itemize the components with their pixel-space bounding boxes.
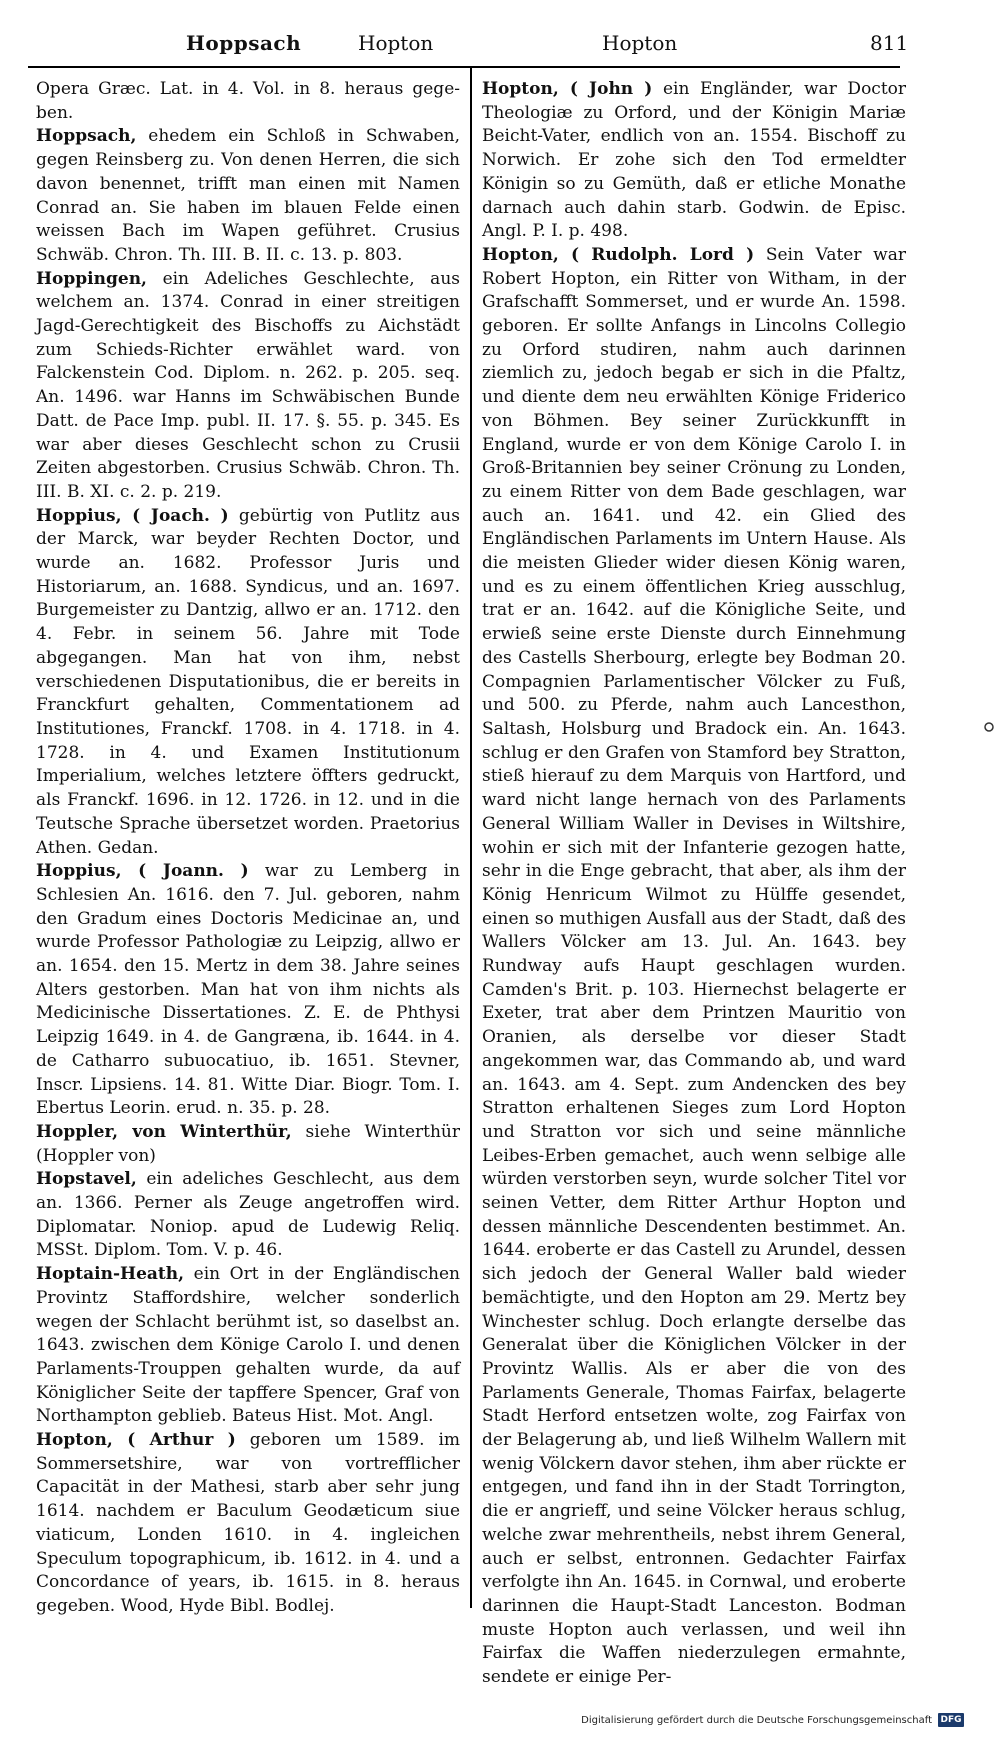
entry-text: ein Adeliches Geschlechte, aus welchem an. 1374. Conrad in einer streitigen Jagd-Gerechtigkeit des Bischoffs zu Aichstädt zum Schieds-Richter erwählet ward. von Falckenstein Cod. Diplom. n. 262. p. 205. seq. An. 1496. war Hanns im Schwäbischen Bunde Datt. de Pace Imp. publ. II. 17. §. 55. p. 345. Es war aber dieses Geschlecht schon zu Crusii Zeiten abgestorben. Crusius Schwäb. Chron. Th. III. B. XI. c. 2. p. 219. <box>36 268 460 502</box>
header-first-keyword: Hoppsach <box>186 31 302 55</box>
entry-text: ein Ort in der Engländischen Provintz Staffordshire, welcher sonderlich wegen der Schlacht berühmt ist, so daselbst an. 1643. zwischen dem Könige Carolo I. und denen Parlaments-Trouppen gehalten wurde, da auf Königlicher Seite der tapffere Spencer, Graf von Northampton geblieb. Bateus Hist. Mot. Angl. <box>36 1264 460 1427</box>
entry-head: Hoppler, von Winterthür, <box>36 1121 292 1142</box>
entry-hopton-rudolph <box>482 244 906 1690</box>
entry-text: war zu Lemberg in Schlesien An. 1616. den 7. Jul. geboren, nahm den Gradum eines Doctoris Medicinae an, und wurde Professor Pathologiæ zu Leipzig, allwo er an. 1654. den 15. Mertz in dem 38. Jahre seines Alters gestorben. Man hat von ihm nichts als Medicinische Dissertationes. Z. E. de Phthysi Leipzig 1649. in 4. de Gangræna, ib. 1644. in 4. de Catharro subuocatiuo, ib. 1651. Stevner, Inscr. Lipsiens. 14. 81. Witte Diar. Biogr. Tom. I. Ebertus Leorin. erud. n. 35. p. 28. <box>36 861 460 1119</box>
header-left-term: Hopton <box>358 31 434 55</box>
entry-hopton-arthur <box>36 1429 460 1619</box>
entry-head: Hoppingen, <box>36 268 147 289</box>
entry-hopton-john <box>482 78 906 244</box>
entry-opera-graec <box>36 78 460 125</box>
entry-text: ein adeliches Geschlecht, aus dem an. 1366. Perner als Zeuge angetroffen wird. Diplomatar. Noniop. apud de Ludewig Reliq. MSSt. Diplom. Tom. V. p. 46. <box>36 1169 460 1261</box>
entry-text: ehedem ein Schloß in Schwaben, gegen Reinsberg zu. Von denen Herren, die sich davon benennet, trifft man einen mit Namen Conrad an. Sie haben im blauen Felde einen weissen Bach im Wapen geführet. Crusius Schwäb. Chron. Th. III. B. II. c. 13. p. 803. <box>36 126 461 265</box>
entry-head: Hopstavel, <box>36 1169 137 1190</box>
digitization-footer <box>581 1713 964 1727</box>
header-right-term: Hopton <box>602 31 678 55</box>
left-column <box>36 78 460 1619</box>
entry-head: Hoppius, ( Joach. ) <box>36 505 229 526</box>
page-number: 811 <box>870 31 909 55</box>
entry-head: Hoppsach, <box>36 126 137 147</box>
header-rule <box>28 66 900 68</box>
entry-hoptain-heath <box>36 1263 460 1429</box>
entry-hopstavel <box>36 1168 460 1263</box>
entry-text: gebürtig von Putlitz aus der Marck, war beyder Rechten Doctor, und wurde an. 1682. Professor Juris und Historiarum, an. 1688. Syndicus, und an. 1697. Burgemeister zu Dantzig, allwo er an. 1712. den 4. Febr. in seinem 56. Jahre mit Tode abgegangen. Man hat von ihm, nebst verschiedenen Disputationibus, die er bereits in Franckfurt gehalten, Commentationem ad Institutiones, Franckf. 1708. in 4. 1718. in 4. 1728. in 4. und Examen Institutionum Imperialium, welches letztere öffters gedruckt, als Franckf. 1696. in 12. 1726. in 12. und in die Teutsche Sprache übersetzet worden. Praetorius Athen. Gedan. <box>36 505 460 858</box>
entry-head: Hoppius, ( Joann. ) <box>36 861 249 882</box>
entry-hoppler <box>36 1121 460 1168</box>
footer-credit: Digitalisierung gefördert durch die Deutsche Forschungsgemeinschaft <box>581 1714 932 1726</box>
column-divider <box>470 68 472 1608</box>
entry-text: ein Engländer, war Doctor Theologiæ zu Orford, und der Königin Mariæ Beicht-Vater, endlich von an. 1554. Bischoff zu Norwich. Er zohe sich den Tod ermeldter Königin so zu Gemüth, daß er etliche Monathe darnach auch dahin starb. Godwin. de Episc. Angl. P. I. p. 498. <box>482 79 907 242</box>
entry-text: Sein Vater war Robert Hopton, ein Ritter von Witham, in der Grafschafft Sommerset, und er wurde An. 1598. geboren. Er sollte Anfangs in Lincolns Collegio zu Orford studiren, nahm auch darinnen ziemlich zu, jedoch begab er sich in die Pfaltz, und diente dem neu erwählten Könige Friderico von Böhmen. Bey seiner Zurückkunfft in England, wurde er von dem Könige Carolo I. in Groß-Britannien bey seiner Crönung zu Londen, zu einem Ritter von dem Bade geschlagen, war auch an. 1641. und 42. ein Glied des Engländischen Parlaments im Untern Hause. Als die meisten Glieder wider diesen König waren, und es zu einem öffentlichen Krieg ausschlug, trat er an. 1642. auf die Königliche Seite, und erwieß seine erste Dienste durch Einnehmung des Castells Sherbourg, erlegte bey Bodman 20. Compagnien Parlamentischer Völcker zu Fuß, und 500. zu Pferde, nahm auch Lancesthon, Saltash, Holsburg und Bradock ein. An. 1643. schlug er den Grafen von Stamford bey Stratton, stieß hierauf zu dem Marquis von Hartford, und ward nicht lange hernach von des Parlaments General William Waller in Devises in Wiltshire, wohin er sich mit der Infanterie gezogen hatte, sehr in die Enge gebracht, that aber, als ihm der König Henricum Wilmot zu Hülffe gesendet, einen so muthigen Ausfall aus der Stadt, daß des Wallers Völcker am 13. Jul. An. 1643. bey Rundway aufs Haupt geschlagen wurden. Camden's Brit. p. 103. Hiernechst belagerte er Exeter, trat aber dem Printzen Mauritio von Oranien, als derselbe vor dieser Stadt angekommen war, das Commando ab, und ward an. 1643. am 4. Sept. zum Andencken des bey Stratton erhaltenen Sieges zum Lord Hopton und Stratton vor sich und seine männliche Leibes-Erben gemachet, auch wenn selbige alle würden verstorben seyn, wurde solcher Titel vor seinen Vetter, dem Ritter Arthur Hopton und dessen männliche Descendenten bestimmet. An. 1644. eroberte er das Castell zu Arundel, dessen sich jedoch der General Waller bald wieder bemächtigte, und den Hopton am 29. Mertz bey Winchester schlug. Doch erlangte derselbe das Generalat über die Königlichen Völcker in der Provintz Wallis. Als er aber die von des Parlaments Generale, Thomas Fairfax, belagerte Stadt Herford entsetzen wolte, zog Fairfax von der Belagerung ab, und ließ Wilhelm Wallern mit wenig Völckern davor stehen, ihm aber rückte er entgegen, und fand ihn in der Stadt Torrington, die er angrieff, und seine Völcker heraus schlug, welche zwar mehrentheils, nebst ihrem General, auch er selbst, entronnen. Gedachter Fairfax verfolgte ihn An. 1645. in Cornwal, und eroberte darinnen die Haupt-Stadt Lanceston. Bodman muste Hopton auch verlassen, und weil ihn Fairfax die Waffen niederzulegen ermahnte, sendete er einige Per- <box>482 244 906 1688</box>
scan-speck-icon <box>982 720 996 734</box>
running-header <box>0 30 1000 70</box>
entry-text: siehe Winterthür (Hoppler von) <box>36 1121 460 1166</box>
entry-hoppingen <box>36 268 460 505</box>
entry-hoppius-joach <box>36 505 460 861</box>
entry-head: Hopton, ( John ) <box>482 79 653 99</box>
entry-text: geboren um 1589. im Sommersetshire, war von vortrefflicher Capacität in der Mathesi, starb aber sehr jung 1614. nachdem er Baculum Geodæticum siue viaticum, Londen 1610. in 4. ingleichen Speculum topographicum, ib. 1612. in 4. und a Concordance of years, ib. 1615. in 8. heraus gegeben. Wood, Hyde Bibl. Bodlej. <box>36 1430 460 1616</box>
entry-hoppius-joann <box>36 860 460 1121</box>
entry-head: Hoptain-Heath, <box>36 1264 185 1285</box>
entry-head: Hopton, ( Arthur ) <box>36 1430 236 1451</box>
right-column <box>482 78 906 1690</box>
entry-text: Opera Græc. Lat. in 4. Vol. in 8. heraus gege-ben. <box>36 79 460 123</box>
entry-head: Hopton, ( Rudolph. Lord ) <box>482 244 755 265</box>
dfg-logo-icon: DFG <box>938 1713 964 1727</box>
entry-hoppsach <box>36 125 460 267</box>
